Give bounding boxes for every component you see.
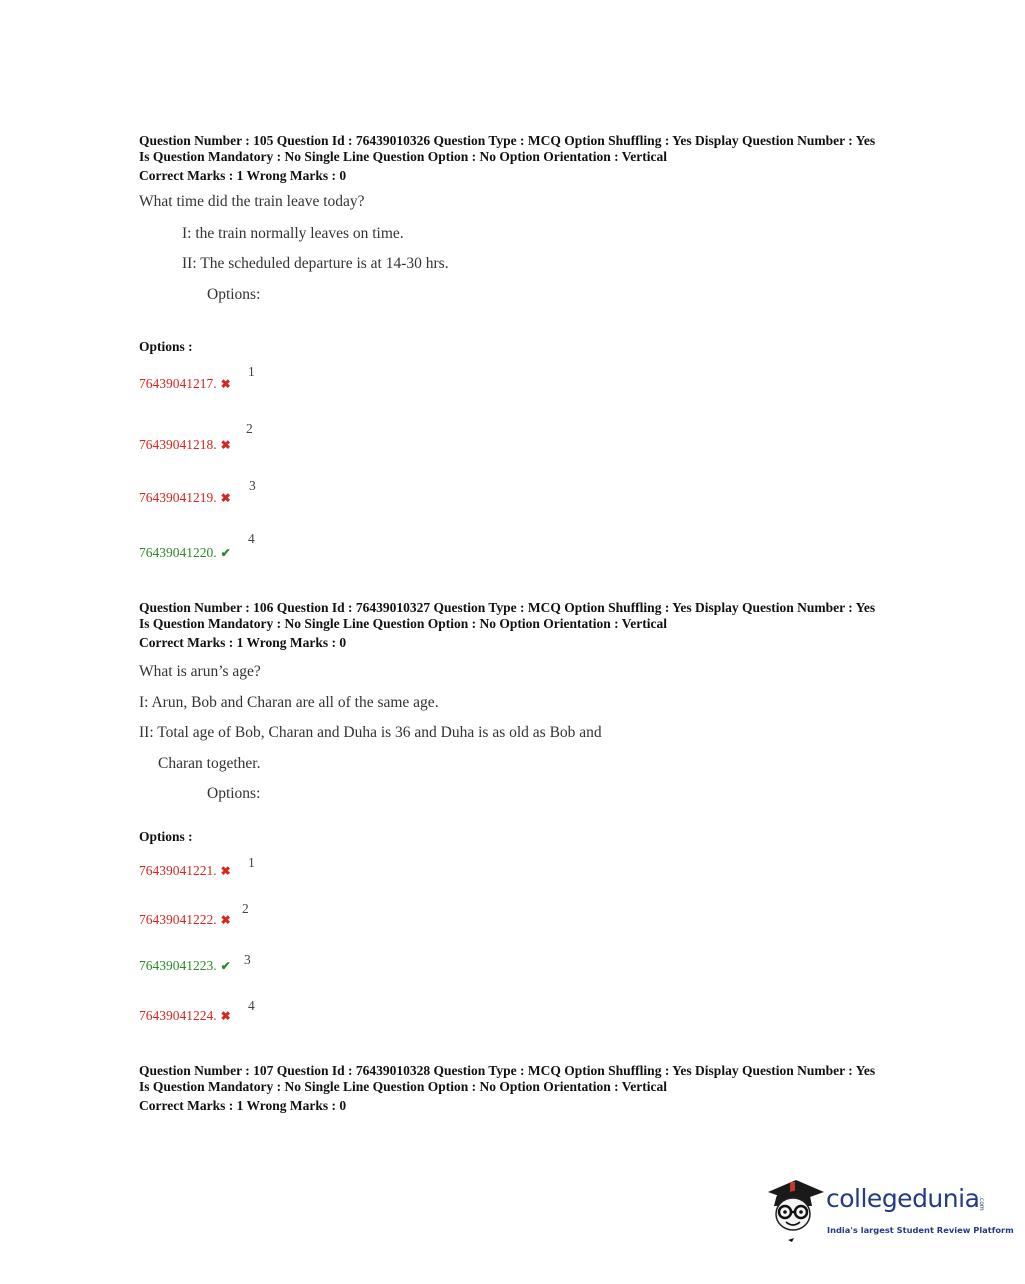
question-106-text: What is arun’s age? <box>139 663 261 680</box>
option-number: 3 <box>244 952 251 967</box>
cross-icon: ✖ <box>220 864 231 878</box>
check-icon: ✔ <box>220 959 231 973</box>
question-106-marks: Correct Marks : 1 Wrong Marks : 0 <box>139 635 347 650</box>
cross-icon: ✖ <box>220 377 231 391</box>
cross-icon: ✖ <box>220 438 231 452</box>
option-id: 76439041219. <box>139 490 217 505</box>
question-107-meta-line1: Question Number : 107 Question Id : 76439010328 Question Type : MCQ Option Shuffling : Yes Display Question Number : Yes <box>139 1063 876 1078</box>
option-76439041220[interactable] <box>139 545 231 561</box>
question-107-marks: Correct Marks : 1 Wrong Marks : 0 <box>139 1098 347 1113</box>
question-105-options-label: Options: <box>207 286 261 303</box>
question-106-statement-1: I: Arun, Bob and Charan are all of the same age. <box>139 694 439 711</box>
option-76439041222[interactable] <box>139 912 231 928</box>
option-76439041221[interactable] <box>139 863 231 879</box>
option-id: 76439041220. <box>139 545 217 560</box>
logo-name: collegedunia <box>826 1184 980 1213</box>
cross-icon: ✖ <box>220 491 231 505</box>
option-id: 76439041224. <box>139 1008 217 1023</box>
option-76439041224[interactable] <box>139 1008 231 1024</box>
option-number: 2 <box>242 901 249 916</box>
question-105-meta-line2: Is Question Mandatory : No Single Line Question Option : No Option Orientation : Vertical <box>139 149 668 164</box>
question-105-text: What time did the train leave today? <box>139 193 365 210</box>
option-number: 3 <box>249 478 256 493</box>
option-id: 76439041223. <box>139 958 217 973</box>
option-number: 2 <box>246 421 253 436</box>
option-id: 76439041221. <box>139 863 217 878</box>
question-105-marks: Correct Marks : 1 Wrong Marks : 0 <box>139 168 347 183</box>
option-number: 4 <box>248 998 255 1013</box>
option-76439041223[interactable] <box>139 958 231 974</box>
mascot-icon <box>766 1176 826 1246</box>
option-number: 1 <box>248 364 255 379</box>
cross-icon: ✖ <box>220 913 231 927</box>
option-76439041217[interactable] <box>139 376 231 392</box>
question-106-options-heading: Options : <box>139 829 193 844</box>
cross-icon: ✖ <box>220 1009 231 1023</box>
option-id: 76439041218. <box>139 437 217 452</box>
logo-suffix: .com <box>978 1196 985 1211</box>
option-76439041218[interactable] <box>139 437 231 453</box>
logo-tagline: India's largest Student Review Platform <box>827 1225 1014 1235</box>
question-106-statement-2-cont: Charan together. <box>158 755 261 772</box>
question-105-statement-1: I: the train normally leaves on time. <box>182 225 404 242</box>
question-106-meta-line1: Question Number : 106 Question Id : 76439010327 Question Type : MCQ Option Shuffling : Yes Display Question Number : Yes <box>139 600 876 615</box>
question-106-statement-2: II: Total age of Bob, Charan and Duha is 36 and Duha is as old as Bob and <box>139 724 602 741</box>
question-105-options-heading: Options : <box>139 339 193 354</box>
question-106-options-label: Options: <box>207 785 261 802</box>
question-105-statement-2: II: The scheduled departure is at 14-30 hrs. <box>182 255 449 272</box>
option-number: 4 <box>248 531 255 546</box>
option-id: 76439041222. <box>139 912 217 927</box>
check-icon: ✔ <box>220 546 231 560</box>
question-106-meta-line2: Is Question Mandatory : No Single Line Question Option : No Option Orientation : Vertical <box>139 616 668 631</box>
collegedunia-logo[interactable] <box>766 1176 1014 1246</box>
option-76439041219[interactable] <box>139 490 231 506</box>
option-number: 1 <box>248 855 255 870</box>
question-107-meta-line2: Is Question Mandatory : No Single Line Question Option : No Option Orientation : Vertical <box>139 1079 668 1094</box>
option-id: 76439041217. <box>139 376 217 391</box>
question-105-meta-line1: Question Number : 105 Question Id : 76439010326 Question Type : MCQ Option Shuffling : Yes Display Question Number : Yes <box>139 133 876 148</box>
